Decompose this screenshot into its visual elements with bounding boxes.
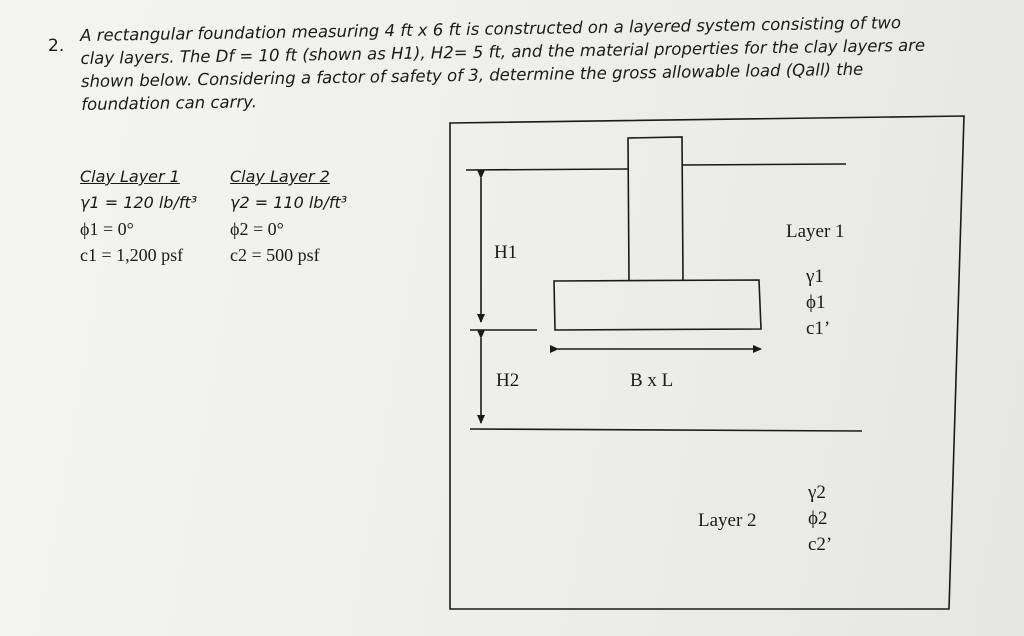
ground-surface-left (466, 169, 628, 170)
clay-layer-1-phi: ϕ1 = 0° (80, 219, 134, 239)
problem-line: foundation can carry. (81, 92, 258, 114)
clay-layer-2-phi: ϕ2 = 0° (230, 219, 284, 239)
figure-frame (450, 116, 964, 609)
ground-surface-right (682, 164, 846, 165)
clay-layer-2-cohesion: c2 = 500 psf (230, 245, 320, 265)
layer-2-label: Layer 2 (698, 510, 757, 531)
problem-line: clay layers. The Df = 10 ft (shown as H1), H2= 5 ft, and the material properties for the clay layers are (80, 35, 926, 68)
layer-2-cohesion-symbol: c2’ (808, 534, 833, 555)
problem-line: shown below. Considering a factor of safety of 3, determine the gross allowable load (Qall) the (80, 59, 864, 91)
foundation-footing (554, 280, 761, 330)
layer-1-label: Layer 1 (786, 221, 845, 242)
h2-label: H2 (496, 370, 520, 391)
layer-1-gamma-symbol: γ1 (806, 266, 824, 287)
layer-2-phi-symbol: ϕ2 (808, 508, 828, 529)
clay-layer-1-cohesion: c1 = 1,200 psf (80, 245, 184, 265)
foundation-column (628, 137, 683, 280)
clay-layer-1-gamma: γ1 = 120 lb/ft³ (80, 193, 198, 212)
layer-1-phi-symbol: ϕ1 (806, 292, 826, 313)
h1-label: H1 (494, 242, 518, 263)
clay-layer-2-title: Clay Layer 2 (230, 167, 330, 186)
layer-boundary (470, 429, 862, 431)
clay-layer-1-title: Clay Layer 1 (80, 167, 180, 186)
layer-2-gamma-symbol: γ2 (808, 482, 826, 503)
clay-layer-2-gamma: γ2 = 110 lb/ft³ (230, 193, 348, 212)
problem-number: 2. (48, 36, 65, 56)
problem-line: A rectangular foundation measuring 4 ft x 6 ft is constructed on a layered system consisting of two (80, 13, 902, 45)
bxl-label: B x L (630, 370, 674, 391)
layer-1-cohesion-symbol: c1’ (806, 318, 831, 339)
